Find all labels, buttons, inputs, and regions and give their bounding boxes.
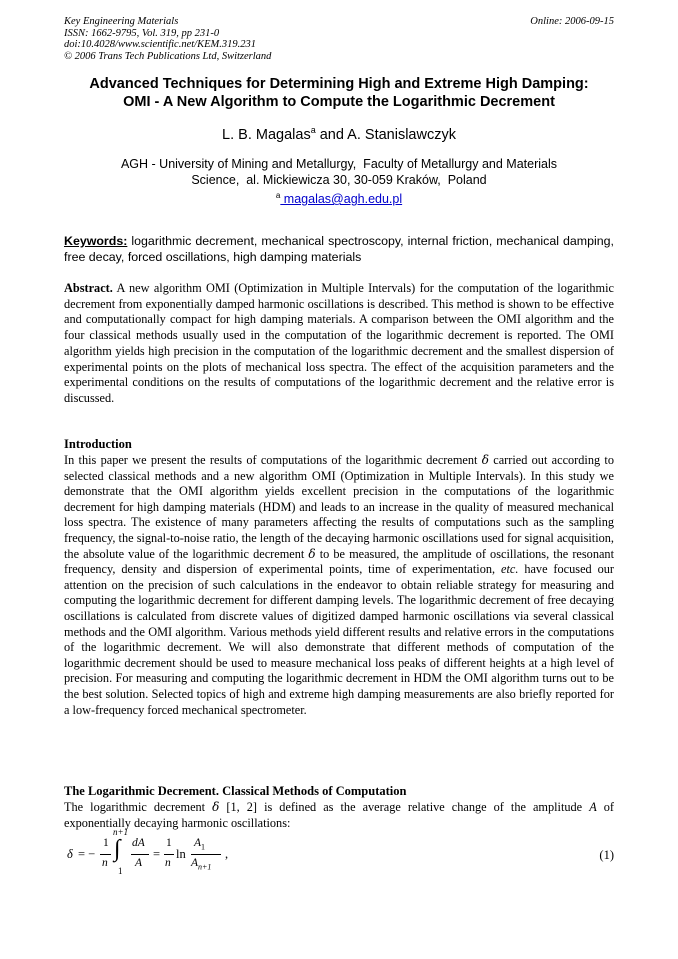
classical-text-3: of exponentially decaying harmonic oscillations: [64, 800, 614, 830]
intro-text-1: In this paper we present the results of computations of the logarithmic decrement [64, 453, 482, 467]
amplitude-symbol: A [589, 800, 597, 814]
eq-dA: dA [132, 837, 145, 849]
eq-int-lower: 1 [118, 866, 123, 876]
delta-symbol: δ [212, 800, 220, 814]
author-2: A. Stanislawczyk [347, 126, 456, 143]
eq-An-sub: n+1 [198, 862, 212, 872]
email-link[interactable]: magalas@agh.edu.pl [280, 192, 403, 207]
online-date: Online: 2006-09-15 [530, 16, 614, 27]
eq-An [191, 857, 211, 871]
eq-frac1-num: 1 [103, 837, 109, 849]
eq-A1-base: A [194, 837, 202, 849]
affiliation [60, 156, 618, 207]
eq-A1 [194, 837, 205, 851]
eq-delta: δ [67, 847, 73, 861]
journal-name: Key Engineering Materials [64, 16, 179, 27]
introduction-heading: Introduction [64, 437, 132, 451]
intro-text-2: carried out according to selected classical methods and a new algorithm OMI (Optimization in Multiple Intervals). In this study we demonstrate that the OMI algorithm yields excellent precision in the computations of the logarithmic decrement for high damping materials (HDM) and leads to an increase in the quality of measured mechanical loss spectra. The existence of many parameters affecting the results of computations such as the sampling frequency, the signal-to-noise ratio, the length of the decaying harmonic oscillations used for signal acquisition, the absolute value of the logarithmic decrement [64, 453, 614, 561]
affiliation-line-2: Science, al. Mickiewicza 30, 30-059 Kraków, Poland [191, 173, 487, 187]
abstract-text: A new algorithm OMI (Optimization in Multiple Intervals) for the computation of the logarithmic decrement from exponentially damped harmonic oscillations is described. This method is shown to be effective and computationally compact for high damping materials. A comparison between the OMI algorithm and the four classical methods usually used in the computation of the logarithmic decrement is reported. The OMI algorithm yields high precision in the computation of the logarithmic decrement and the smallest dispersion of experimental points on the plots of mechanical loss spectra. The effect of the acquisition parameters and the experimental conditions on the results of computations of the logarithmic decrement and the relative error is discussed. [64, 281, 614, 405]
affiliation-line-1: AGH - University of Mining and Metallurgy, Faculty of Metallurgy and Materials [120, 157, 558, 171]
classical-methods-body [64, 800, 614, 831]
abstract [64, 281, 614, 407]
author-1-affil-mark: a [310, 125, 316, 135]
intro-etc: etc. [500, 562, 519, 577]
introduction-body [64, 453, 614, 718]
delta-symbol: δ [481, 453, 489, 467]
keywords-text: logarithmic decrement, mechanical spectroscopy, internal friction, mechanical damping, free decay, forced oscillations, high damping materials [64, 234, 614, 264]
author-conj: and [315, 126, 348, 143]
equation-1 [64, 827, 614, 880]
paper-title [40, 75, 638, 111]
title-line-2: OMI - A New Algorithm to Compute the Logarithmic Decrement [123, 94, 555, 110]
eq-frac3-den: n [165, 857, 171, 869]
abstract-label: Abstract. [64, 281, 113, 295]
eq-A1-sub: 1 [201, 842, 206, 852]
intro-text-4: have focused our attention on the precision of such calculations in the endeavor to obtain reliable strategy for measuring and computing the logarithmic decrement for different damping levels. The logarithmic decrement of free decaying oscillations is calculated from discrete values of digitized damped harmonic oscillations via several classical methods and the OMI algorithm. Various methods yield different results and relative errors in the computations of the logarithmic decrement. We will also demonstrate that different methods of computation of the logarithmic decrement should be used to measure mechanical loss peaks of different heights at a high level of precision. For measuring and computing the logarithmic decrement in HDM the OMI algorithm turns out to be the best solution. Selected topics of high and extreme high damping measurements are also briefly reported for a low-frequency forced mechanical spectrometer. [64, 562, 614, 717]
eq-comma: , [225, 847, 229, 861]
eq-frac1-bar [100, 854, 111, 855]
keywords-label: Keywords: [64, 234, 128, 248]
eq-equals: = [153, 847, 161, 861]
eq-An-base: A [191, 857, 199, 869]
keywords [64, 233, 614, 265]
eq-frac3-bar [164, 854, 174, 855]
eq-frac1-den: n [102, 857, 108, 869]
email-affil-mark: a [275, 191, 281, 200]
eq-int-upper: n+1 [113, 827, 129, 837]
eq-ln: ln [176, 847, 186, 861]
equation-number: (1) [599, 848, 614, 862]
classical-methods-heading: The Logarithmic Decrement. Classical Methods of Computation [64, 784, 407, 798]
doi: doi:10.4028/www.scientific.net/KEM.319.231 [64, 39, 256, 50]
author-1: L. B. Magalas [222, 126, 311, 143]
classical-text-1: The logarithmic decrement [64, 800, 213, 814]
email-line [60, 188, 618, 207]
eq-equals-minus: = − [78, 847, 96, 861]
eq-integral: ∫ [114, 836, 121, 862]
authors [40, 125, 638, 143]
issn: ISSN: 1662-9795, Vol. 319, pp 231-0 [64, 27, 220, 39]
eq-frac4-bar [191, 854, 221, 855]
eq-A-den: A [135, 857, 143, 869]
copyright: © 2006 Trans Tech Publications Ltd, Switzerland [64, 50, 272, 62]
title-line-1: Advanced Techniques for Determining High and Extreme High Damping: [89, 76, 589, 92]
delta-symbol: δ [308, 546, 316, 561]
eq-frac3-num: 1 [166, 837, 172, 849]
journal-header [64, 16, 271, 62]
eq-frac2-bar [131, 854, 149, 855]
intro-text-3: to be measured, the amplitude of oscillations, the resonant frequency, density and dispersion of experimental points, time of experimentation, [64, 546, 614, 577]
classical-text-2: [1, 2] is defined as the average relative change of the amplitude [219, 800, 590, 814]
